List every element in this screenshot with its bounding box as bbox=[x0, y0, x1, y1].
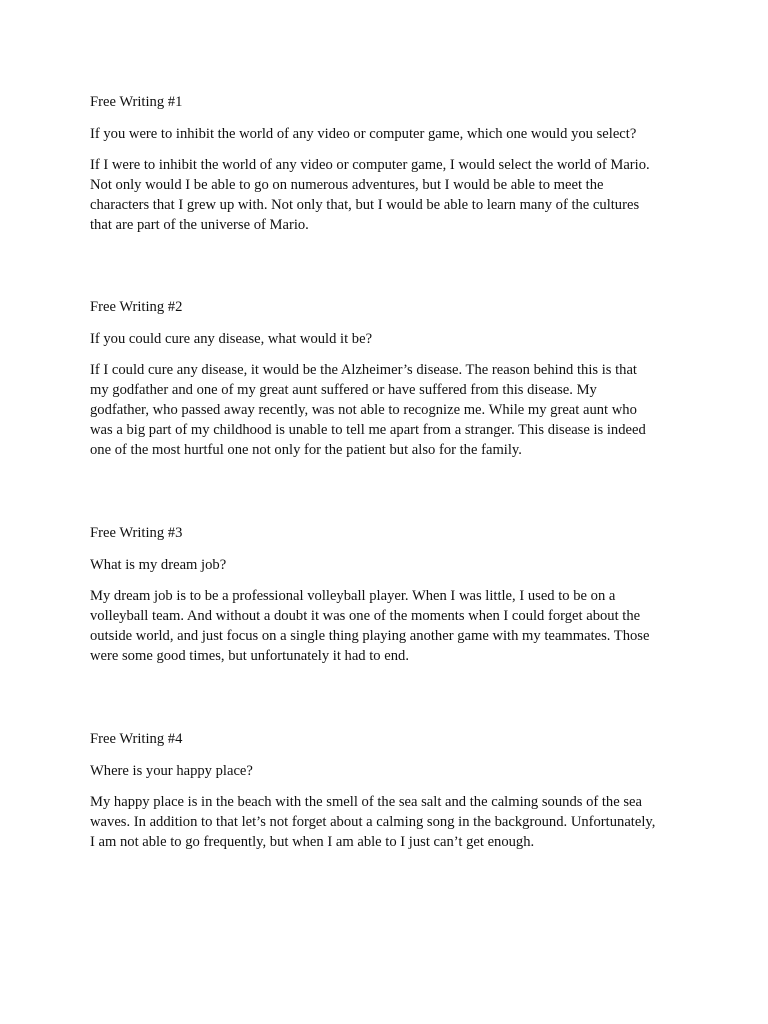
answer-line: one of the most hurtful one not only for the patient but also for the family. bbox=[90, 442, 522, 458]
section-question: If you were to inhibit the world of any video or computer game, which one would you select? bbox=[90, 126, 637, 142]
answer-line: were some good times, but unfortunately it had to end. bbox=[90, 648, 409, 664]
section-heading: Free Writing #2 bbox=[90, 299, 183, 315]
free-writing-section-1 bbox=[90, 92, 690, 235]
free-writing-section-2 bbox=[90, 297, 690, 460]
section-heading: Free Writing #3 bbox=[90, 525, 183, 541]
answer-line: My happy place is in the beach with the smell of the sea salt and the calming sounds of the sea bbox=[90, 794, 642, 810]
answer-line: My dream job is to be a professional volleyball player. When I was little, I used to be on a bbox=[90, 588, 616, 604]
answer-line: I am not able to go frequently, but when I am able to I just can’t get enough. bbox=[90, 834, 535, 850]
answer-line: If I could cure any disease, it would be the Alzheimer’s disease. The reason behind this is that bbox=[90, 362, 637, 378]
section-question: If you could cure any disease, what would it be? bbox=[90, 331, 373, 347]
answer-line: was a big part of my childhood is unable to tell me apart from a stranger. This disease is indeed bbox=[90, 422, 646, 438]
answer-line: outside world, and just focus on a single thing playing another game with my teammates. Those bbox=[90, 628, 650, 644]
answer-line: characters that I grew up with. Not only that, but I would be able to learn many of the cultures bbox=[90, 197, 640, 213]
section-heading: Free Writing #4 bbox=[90, 731, 183, 747]
section-answer bbox=[90, 360, 690, 460]
answer-line: volleyball team. And without a doubt it was one of the moments when I could forget about the bbox=[90, 608, 641, 624]
answer-line: my godfather and one of my great aunt suffered or have suffered from this disease. My bbox=[90, 382, 597, 398]
free-writing-section-4 bbox=[90, 729, 690, 852]
free-writing-section-3 bbox=[90, 523, 690, 666]
answer-line: Not only would I be able to go on numerous adventures, but I would be able to meet the bbox=[90, 177, 604, 193]
section-question: Where is your happy place? bbox=[90, 763, 253, 779]
answer-line: godfather, who passed away recently, was not able to recognize me. While my great aunt who bbox=[90, 402, 637, 418]
section-question: What is my dream job? bbox=[90, 557, 227, 573]
answer-line: waves. In addition to that let’s not forget about a calming song in the background. Unfortunately, bbox=[90, 814, 656, 830]
section-answer bbox=[90, 155, 690, 235]
answer-line: that are part of the universe of Mario. bbox=[90, 217, 309, 233]
section-heading: Free Writing #1 bbox=[90, 94, 183, 110]
section-answer bbox=[90, 586, 690, 666]
answer-line: If I were to inhibit the world of any video or computer game, I would select the world of Mario. bbox=[90, 157, 650, 173]
section-answer bbox=[90, 792, 690, 852]
